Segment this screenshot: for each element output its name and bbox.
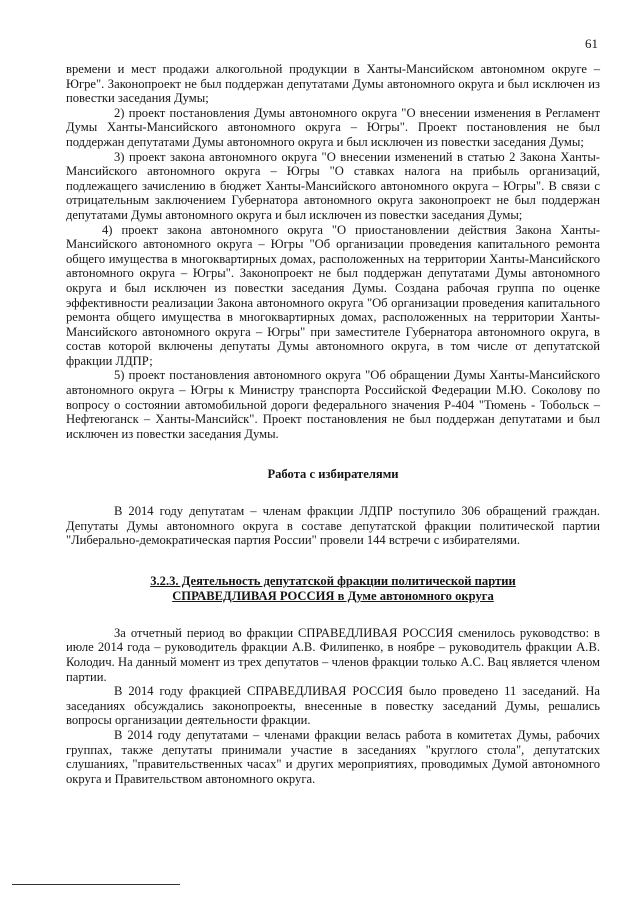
list-item-2: 2) проект постановления Думы автономного округа "О внесении изменения в Регламент Думы Ханты-Мансийского автономного округа – Югры". Проект постановления не был поддержан депутатами Думы автономного округа и был исключен из повестки заседания Думы; (66, 105, 600, 149)
section-paragraph-2: В 2014 году фракцией СПРАВЕДЛИВАЯ РОССИЯ было проведено 11 заседаний. На заседаниях обсуждались законопроекты, внесенные в повестку заседаний Думы, решались вопросы организации деятельности фракции. (66, 684, 600, 728)
list-item-3: 3) проект закона автономного округа "О внесении изменений в статью 2 Закона Ханты-Мансийского автономного округа – Югры "О ставках налога на прибыль организаций, подлежащего зачислению в бюджет Ханты-Мансийского автономного округа – Югры". В связи с отрицательным заключением Губернатора автономного округа законопроект не был поддержан депутатами Думы автономного округа и был исключен из повестки заседания Думы; (66, 149, 600, 222)
voters-heading: Работа с избирателями (267, 467, 399, 482)
list-item-4: 4) проект закона автономного округа "О приостановлении действия Закона Ханты-Мансийского автономного округа – Югры "Об организации проведения капитального ремонта общего имущества в многоквартирных домах, расположенных на территории Ханты-Мансийского автономного округа – Югры". Законопроект не был поддержан депутатами Думы автономного округа и был исключен из повестки заседания Думы. Создана рабочая группа по оценке эффективности реализации Закона автономного округа "Об организации проведения капитального ремонта общего имущества в многоквартирных домах, расположенных на территории Ханты-Мансийского автономного округа – Югры" при заместителе Губернатора автономного округа, в состав которой включены депутаты Думы автономного округа, в том числе от депутатской фракции ЛДПР; (66, 222, 600, 368)
footnote-separator (12, 884, 180, 885)
section-title-line-1: 3.2.3. Деятельность депутатской фракции политической партии (150, 573, 516, 588)
page-content (66, 62, 600, 786)
list-item-5: 5) проект постановления автономного округа "Об обращении Думы Ханты-Мансийского автономного округа – Югры к Министру транспорта Российской Федерации М.Ю. Соколову по вопросу о состоянии автомобильной дороги федерального значения Р-404 "Тюмень - Тобольск – Нефтеюганск – Ханты-Мансийск". Проект постановления не был поддержан депутатами и был исключен из повестки заседания Думы. (66, 368, 600, 441)
continued-paragraph: времени и мест продажи алкогольной продукции в Ханты-Мансийском автономном округе – Югре". Законопроект не был поддержан депутатами Думы автономного округа и был исключен из повестки заседания Думы; (66, 62, 600, 106)
section-paragraph-1: За отчетный период во фракции СПРАВЕДЛИВАЯ РОССИЯ сменилось руководство: в июле 2014 года – руководитель фракции А.В. Филипенко, в ноябре – руководитель фракции А.В. Колодич. На данный момент из трех депутатов – членов фракции только А.С. Вац является членом партии. (66, 625, 600, 684)
section-paragraph-3: В 2014 году депутатами – членами фракции велась работа в комитетах Думы, рабочих группах, также депутаты принимали участие в заседаниях "круглого стола", депутатских слушаниях, "правительственных часах" и других мероприятиях, проводимых Думой автономного округа и Правительством автономного округа. (66, 727, 600, 786)
section-title (66, 574, 600, 604)
voters-paragraph: В 2014 году депутатам – членам фракции ЛДПР поступило 306 обращений граждан. Депутаты Думы автономного округа в составе депутатской фракции политической партии "Либерально-демократическая партия России" провели 144 встречи с избирателями. (66, 504, 600, 548)
section-title-line-2: СПРАВЕДЛИВАЯ РОССИЯ в Думе автономного округа (172, 588, 494, 603)
page-number: 61 (585, 36, 598, 51)
